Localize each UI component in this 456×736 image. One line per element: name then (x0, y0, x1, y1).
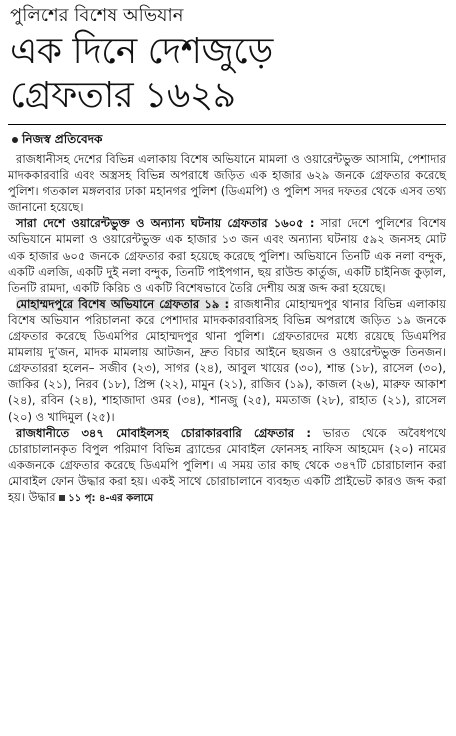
headline-line-1: এক দিনে দেশজুড়ে (10, 31, 273, 72)
paragraph-4 (8, 425, 446, 507)
paragraph-1: রাজধানীসহ দেশের বিভিন্ন এলাকায় বিশেষ অভিযানে মামলা ও ওয়ারেন্টভুক্ত আসামি, পেশাদার মাদককারবারি এবং অস্ত্রসহ বিভিন্ন অপরাধে জড়িত এক হাজার ৬২৯ জনকে গ্রেফতার করেছে পুলিশ। গতকাল মঙ্গলবার ঢাকা মহানগর পুলিশ (ডিএমপি) ও পুলিশ সদর দফতর থেকে এসব তথ্য জানানো হয়েছে। (8, 152, 446, 215)
paragraph-2 (8, 215, 446, 295)
kicker: পুলিশের বিশেষ অভিযান (10, 5, 184, 26)
jump-text: ১১ পৃ: ৪-এর কলামে (68, 492, 154, 504)
continued-jump (59, 493, 153, 504)
divider (8, 124, 446, 125)
byline (12, 131, 446, 147)
article-body (8, 151, 446, 507)
paragraph-3-text: রাজধানীর মোহাম্মদপুর থানার বিভিন্ন এলাকায় বিশেষ অভিযান পরিচালনা করে পেশাদার মাদককারবারিসহ বিভিন্ন অপরাধে জড়িত ১৯ জনকে গ্রেফতার করেছে ডিএমপির মোহাম্মদপুর থানা পুলিশ। গ্রেফতারদের মধ্যে রয়েছে ডিএমপির মামলায় দু’জন, মাদক মামলায় আটজন, দ্রুত বিচার আইনে ছয়জন ও ওয়ারেন্টভুক্ত তিনজন। গ্রেফতাররা হলেন– সজীব (২৩), সাগর (২৪), আবুল খায়ের (৩০), শান্ত (১৮), রাসেল (৩০), জাকির (২১), নিরব (১৮), প্রিন্স (২২), মামুন (২১), রাজিব (১৯), কাজল (২৬), মারুফ আকাশ (২৪), রবিন (২৪), শাহাজাদা ওমর (৩৪), শানজু (২৫), মমতাজ (২৮), রাহাত (২১), রাসেল (২০) ও খাদিমুল (২৫)। (8, 296, 446, 424)
square-icon (59, 495, 65, 501)
subhead-mohammadpur: মোহাম্মদপুরে বিশেষ অভিযানে গ্রেফতার ১৯ : (16, 296, 230, 311)
bullet-icon (12, 137, 18, 143)
subhead-nationwide: সারা দেশে ওয়ারেন্টভুক্ত ও অন্যান্য ঘটনায় গ্রেফতার ১৬০৫ : (16, 216, 315, 231)
byline-text: নিজস্ব প্রতিবেদক (22, 132, 103, 146)
paragraph-2-text: সারা দেশে পুলিশের বিশেষ অভিযানে মামলা ও ওয়ারেন্টভুক্ত এক হাজার ১৩ জন এবং অন্যান্য ঘটনায় ৫৯২ জনসহ মোট এক হাজার ৬০৫ জনকে গ্রেফতার করা হয়েছে করেছে পুলিশ। অভিযানে তিনটি এক নলা বন্দুক, একটি এলজি, একটি দুই নলা বন্দুক, তিনটি পাইপগান, ছয় রাউন্ড কার্তুজ, একটি চাইনিজ কুড়াল, তিনটি রামদা, একটি কিরিচ ও একটি বিশেষভাবে তৈরি দেশীয় অস্ত্র জব্দ করা হয়েছে। (8, 216, 446, 295)
paragraph-3 (8, 296, 446, 425)
subhead-mobile-smuggling: রাজধানীতে ৩৪৭ মোবাইলসহ চোরাকারবারি গ্রেফতার : (16, 425, 311, 440)
headline-line-2: গ্রেফতার ১৬২৯ (10, 75, 236, 116)
paragraph-4-text: ভারত থেকে অবৈধপথে চোরাচালানকৃত বিপুল পরিমাণ বিভিন্ন ব্র্যান্ডের মোবাইল ফোনসহ নাফিস আহমেদ (২০) নামের একজনকে গ্রেফতার করেছে ডিএমপি পুলিশ। এ সময় তার কাছ থেকে ৩৪৭টি চোরাচালান করা মোবাইল ফোন উদ্ধার করা হয়। একই সাথে চোরাচালানে ব্যবহৃত একটি প্রাইভেট কারও জব্দ করা হয়। উদ্ধার (8, 425, 446, 504)
